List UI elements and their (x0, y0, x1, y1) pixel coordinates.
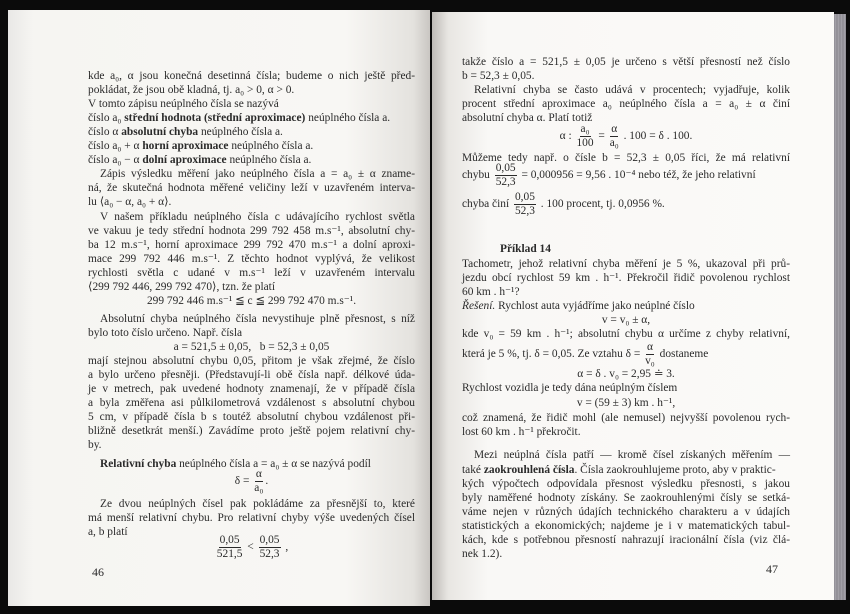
text-line: mají stejnou absolutní chybu 0,05, přitom je však zřejmé, že číslo (88, 355, 415, 367)
formula-result: v = (59 ± 3) km . h⁻¹, (576, 397, 676, 409)
text-line: lost 60 km . h⁻¹ překročit. (462, 426, 581, 438)
page-edges (834, 14, 846, 600)
formula-example-numbers: a = 521,5 ± 0,05, b = 52,3 ± 0,05 (173, 341, 330, 353)
definition-line (88, 153, 415, 167)
term-absolute-error: absolutní chyba (121, 126, 199, 138)
formula-speed: v = v₀ ± α, (601, 314, 651, 326)
fraction (217, 534, 243, 561)
numerator: α (611, 122, 618, 135)
text: neúplného čísla a. (228, 140, 314, 152)
term-lower-approx: dolní aproximace (142, 154, 227, 166)
text: také (462, 464, 484, 476)
text-line: statistických a ekonomických; najdeme je i v matematických tabul- (462, 520, 790, 532)
text-line: Mezi neúplná čísla patří — kromě čísel získaných měřením — (474, 449, 790, 461)
text: dostaneme (656, 348, 709, 360)
denominator: 100 (576, 136, 594, 149)
text-line: ná, že skutečná hodnota měřené veličiny leží v uzavřeném interva- (88, 182, 415, 194)
text: . 100 = δ . 100. (620, 130, 693, 142)
numerator: a₀ (580, 122, 590, 135)
text-line: lu ⟨a₀ − α, a₀ + α⟩. (88, 196, 172, 208)
text: číslo a₀ + α (88, 140, 143, 152)
text: = 0,000956 = 9,56 . 10⁻⁴ nebo též, že jeho relativní (518, 169, 756, 181)
denominator: 52,3 (259, 547, 280, 560)
definition-line (88, 125, 415, 139)
numerator: 0,05 (514, 190, 535, 203)
text-line: a byla změřena asi půlkilometrová vzdálenost s absolutní chybou (88, 397, 415, 409)
denominator: a₀ (609, 136, 619, 149)
text-line: kde v₀ = 59 km . h⁻¹; absolutní chybu α určíme z chyby relativní, (462, 328, 790, 340)
text-line: Rychlost vozidla je tedy dána neúplným číslem (462, 382, 678, 394)
text: Rychlost auta vyjádříme jako neúplné číslo (495, 300, 695, 312)
numerator: 0,05 (219, 533, 240, 546)
text-line: bližně desetkrát menší.) Zavádíme proto ještě pojem relativní chy- (88, 425, 415, 437)
text-line: 5 cm, v případě čísla b s toutéž absolutní chybou vzdálenost při- (88, 411, 415, 423)
text-line: Ze dvou neúplných čísel pak pokládáme za přesnější to, které (100, 498, 415, 510)
text-line: nek 1.2). (462, 548, 503, 560)
term-upper-approx: horní aproximace (142, 140, 229, 152)
text: . Čísla zaokrouhlujeme proto, aby v praktic- (574, 464, 776, 476)
fraction (576, 123, 593, 150)
fraction (610, 123, 619, 150)
fraction (514, 191, 536, 218)
text-line: a, b platí (88, 526, 128, 538)
formula-percent (462, 122, 790, 150)
text: . 100 procent, tj. 0,0956 %. (537, 198, 665, 210)
text-line: ve vakuu je tedy střední hodnota 299 792 458 m.s⁻¹, absolutní chy- (88, 225, 415, 237)
text: číslo a₀ (88, 112, 125, 124)
rounded-numbers-line (462, 463, 790, 477)
text-line: ba 12 m.s⁻¹, horní aproximace 299 792 470 m.s⁻¹ a dolní aproxi- (88, 239, 415, 251)
formula-inequality: 299 792 446 m.s⁻¹ ≦ c ≦ 299 792 470 m.s⁻¹. (146, 295, 357, 307)
text-line: kde a₀, α jsou konečná desetinná čísla; budeme o nich ještě před- (88, 70, 415, 82)
numerator: 0,05 (495, 161, 516, 174)
page-number: 47 (766, 562, 778, 576)
denominator: 521,5 (216, 547, 243, 560)
text-line: a bylo určeno přesněji. (Představují-li obě čísla např. délkové úda- (88, 369, 415, 381)
page-number: 46 (92, 565, 104, 579)
text: číslo a₀ − α (88, 154, 143, 166)
text-line: absolutní chyba α. Platí totiž (462, 112, 593, 124)
definition-line (88, 139, 415, 153)
definition-line (88, 111, 415, 125)
term-rounded-numbers: zaokrouhlená čísla (483, 464, 575, 476)
numerator: 0,05 (259, 533, 280, 546)
text-line: pokládat, že jsou obě kladná, tj. a₀ > 0, α > 0. (88, 84, 295, 96)
text-line: mace 299 792 446 m.s⁻¹. Z těchto hodnot vyplývá, že velikost (88, 253, 415, 265)
text: neúplného čísla a. (226, 154, 312, 166)
text-line: má menší relativní chybu. Pro relativní chyby výše uvedených čísel (88, 512, 415, 524)
text: α : (559, 130, 575, 142)
text: neúplného čísla a. (305, 112, 391, 124)
text-line: Můžeme tedy např. o čísle b = 52,3 ± 0,05 říci, že má relativní (462, 152, 790, 164)
text-line: 60 km . h⁻¹? (462, 286, 520, 298)
text: která je 5 %, tj. δ = 0,05. Ze vztahu δ = (462, 348, 644, 360)
text-line: rychlosti světla c udané v m.s⁻¹ leží v uzavřeném intervalu (88, 267, 415, 279)
text-line: V tomto zápisu neúplného čísla se nazývá (88, 98, 279, 110)
term-mean-value: střední hodnota (střední aproximace) (124, 112, 306, 124)
text-line: byly naměřené hodnoty získány. Se zaokrouhlenými čísly se setká- (462, 492, 790, 504)
denominator: v₀ (645, 354, 655, 367)
numerator: α (255, 468, 262, 480)
fraction (495, 162, 517, 189)
text: chyba činí (462, 198, 512, 210)
denominator: 52,3 (495, 175, 516, 188)
text: neúplného čísla a = a₀ ± α se nazývá podíl (176, 458, 371, 470)
fraction (645, 341, 655, 368)
text-line: Relativní chyba se často udává v procentech; vyjadřuje, kolik (474, 84, 790, 96)
term-relative-error: Relativní chyba (100, 458, 177, 470)
fraction (259, 534, 281, 561)
formula-delta (88, 468, 415, 495)
text-line: bylo toto číslo určeno. Např. čísla (88, 327, 243, 339)
text-line: takže číslo a = 521,5 ± 0,05 je určeno s větší přesností než číslo (462, 56, 790, 68)
text-line: váme nejen v různých údajích technického charakteru a v údajích (462, 506, 790, 518)
text: . (265, 475, 269, 488)
text: číslo α (88, 126, 122, 138)
text: = (595, 130, 608, 142)
denominator: 52,3 (514, 204, 535, 217)
text-line-with-fraction (462, 161, 790, 189)
text-line: ⟨299 792 446, 299 792 470⟩, tzn. že platí (88, 281, 275, 293)
solution-line (462, 299, 790, 313)
text-line: kách, kde s potřebnou přesností nahrazují iracionální čísla (viz člá- (462, 534, 790, 546)
text-line: by. (88, 439, 102, 451)
example-heading: Příklad 14 (500, 243, 551, 255)
text-line: b = 52,3 ± 0,05. (462, 70, 535, 82)
text-line: Tachometr, jehož relativní chyba měření je 5 %, ukazoval při prů- (462, 258, 790, 270)
formula-compare (88, 532, 415, 562)
formula-alpha: α = δ . v₀ = 2,95 ≐ 3. (577, 368, 675, 380)
text-line-with-fraction (462, 190, 790, 218)
solution-label: Řešení. (462, 300, 496, 312)
fraction (254, 468, 263, 495)
numerator: α (646, 340, 653, 353)
text: , (282, 541, 289, 553)
text-line-with-fraction (462, 340, 790, 368)
text-line: V našem příkladu neúplného čísla c udávajícího rychlost světla (100, 211, 415, 223)
text-line: Absolutní chyba neúplného čísla nevystihuje plně přesnost, s níž (100, 313, 415, 325)
text: neúplného čísla a. (198, 126, 283, 138)
text: < (244, 541, 257, 553)
denominator: a₀ (254, 482, 264, 494)
text-line: jezdu obcí rychlost 59 km . h⁻¹. Překročil řidič povolenou rychlost (462, 272, 790, 284)
text: chybu (462, 169, 493, 181)
text-line: je v metrech, pak uvedené hodnoty znamenají, že v případě čísla (88, 383, 415, 395)
text-line: kých výpočtech odpovídala přesnost výsledku přesnosti, s jakou (462, 478, 790, 490)
text: δ = (234, 475, 253, 488)
text-line: Zápis výsledku měření jako neúplného čísla a = a₀ ± α zname- (100, 168, 415, 180)
text-line: procent střední aproximace a₀ neúplného čísla a = a₀ ± α činí (462, 98, 790, 110)
text-line: což znamená, že řidič mohl (ale nemusel) nejvyšší povolenou rych- (462, 412, 790, 424)
